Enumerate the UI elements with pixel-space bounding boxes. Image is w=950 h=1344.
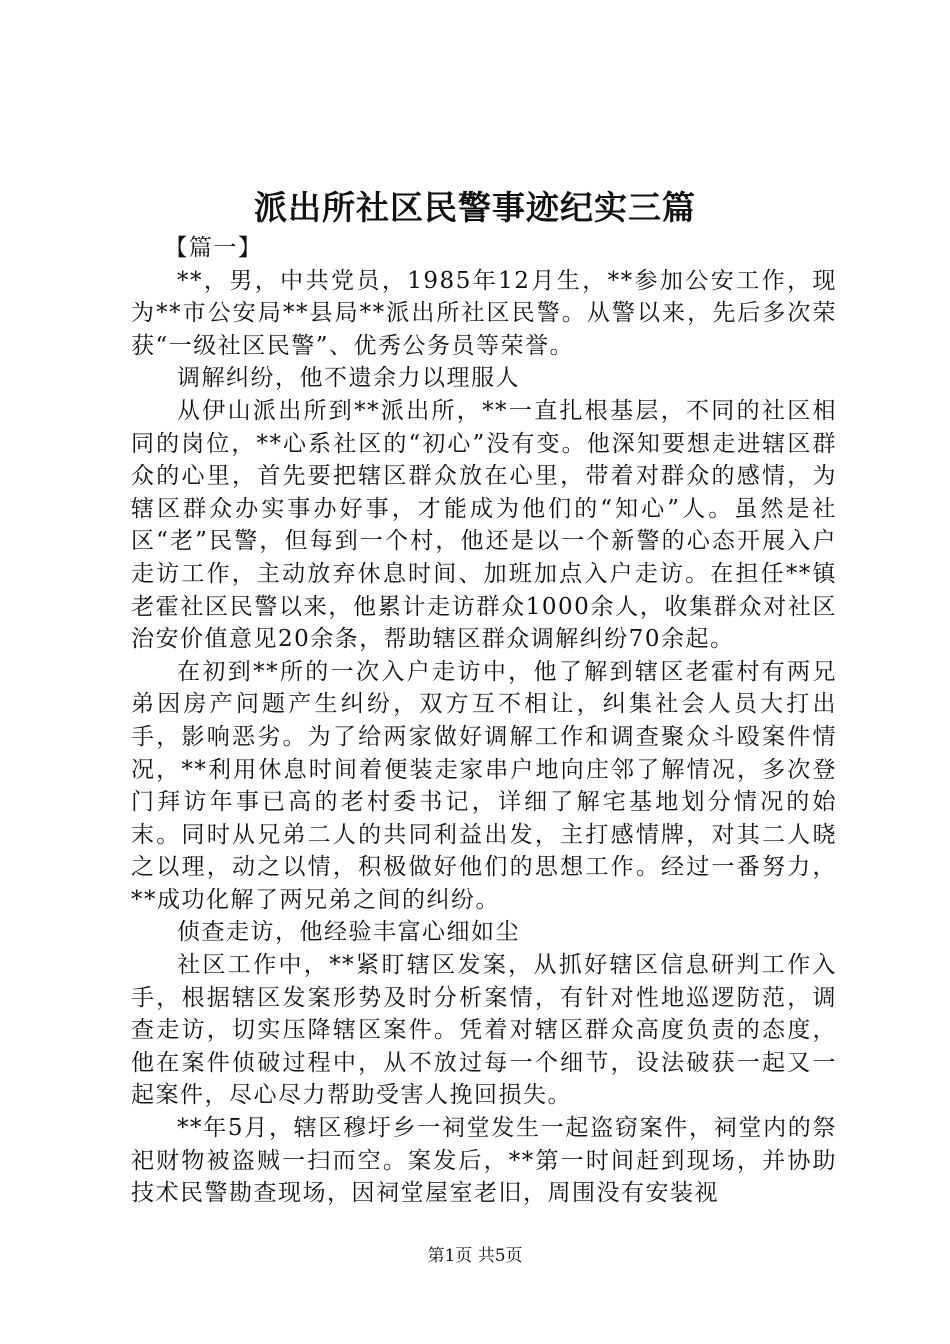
subheading-investigation: 侦查走访，他经验丰富心细如尘: [177, 919, 520, 946]
document-body: [131, 232, 837, 1210]
paragraph-intro: **，男，中共党员，1985年12月生，**参加公安工作，现为**市公安局**县局**派出所社区民警。从警以来，先后多次荣获“一级社区民警”、优秀公务员等荣誉。: [131, 267, 837, 359]
page-footer: 第1页 共5页: [427, 1246, 523, 1266]
paragraph-case-analysis: 社区工作中，**紧盯辖区发案，从抓好辖区信息研判工作入手，根据辖区发案形势及时分析案情，有针对性地巡逻防范，调查走访，切实压降辖区案件。凭着对辖区群众高度负责的态度，他在案件侦破过程中，从不放过每一个细节，设法破获一起又一起案件，尽心尽力帮助受害人挽回损失。: [131, 952, 837, 1109]
paragraph-temple-theft: **年5月，辖区穆圩乡一祠堂发生一起盗窃案件，祠堂内的祭祀财物被盗贼一扫而空。案发后，**第一时间赶到现场，并协助技术民警勘查现场，因祠堂屋室老旧，周围没有安装视: [131, 1115, 837, 1207]
document-title: 派出所社区民警事迹纪实三篇: [254, 188, 696, 227]
section-label: 【篇一】: [164, 235, 263, 261]
subheading-mediation: 调解纠纷，他不遗余力以理服人: [177, 365, 520, 392]
paragraph-community-work: 从伊山派出所到**派出所，**一直扎根基层，不同的社区相同的岗位，**心系社区的“初心”没有变。他深知要想走进辖区群众的心里，首先要把辖区群众放在心里，带着对群众的感情，为辖区群众办实事办好事，才能成为他们的“知心”人。虽然是社区“老”民警，但每到一个村，他还是以一个新警的心态开展入户走访工作，主动放弃休息时间、加班加点入户走访。在担任**镇老霍社区民警以来，他累计走访群众1000余人，收集群众对社区治安价值意见20余条，帮助辖区群众调解纠纷70余起。: [131, 397, 837, 653]
paragraph-brothers-dispute: 在初到**所的一次入户走访中，他了解到辖区老霍村有两兄弟因房产问题产生纠纷，双方互不相让，纠集社会人员大打出手，影响恶劣。为了给两家做好调解工作和调查聚众斗殴案件情况，**利用休息时间着便装走家串户地向庄邻了解情况，多次登门拜访年事已高的老村委书记，详细了解宅基地划分情况的始末。同时从兄弟二人的共同利益出发，主打感情牌，对其二人晓之以理，动之以情，积极做好他们的思想工作。经过一番努力，**成功化解了两兄弟之间的纠纷。: [131, 658, 837, 913]
